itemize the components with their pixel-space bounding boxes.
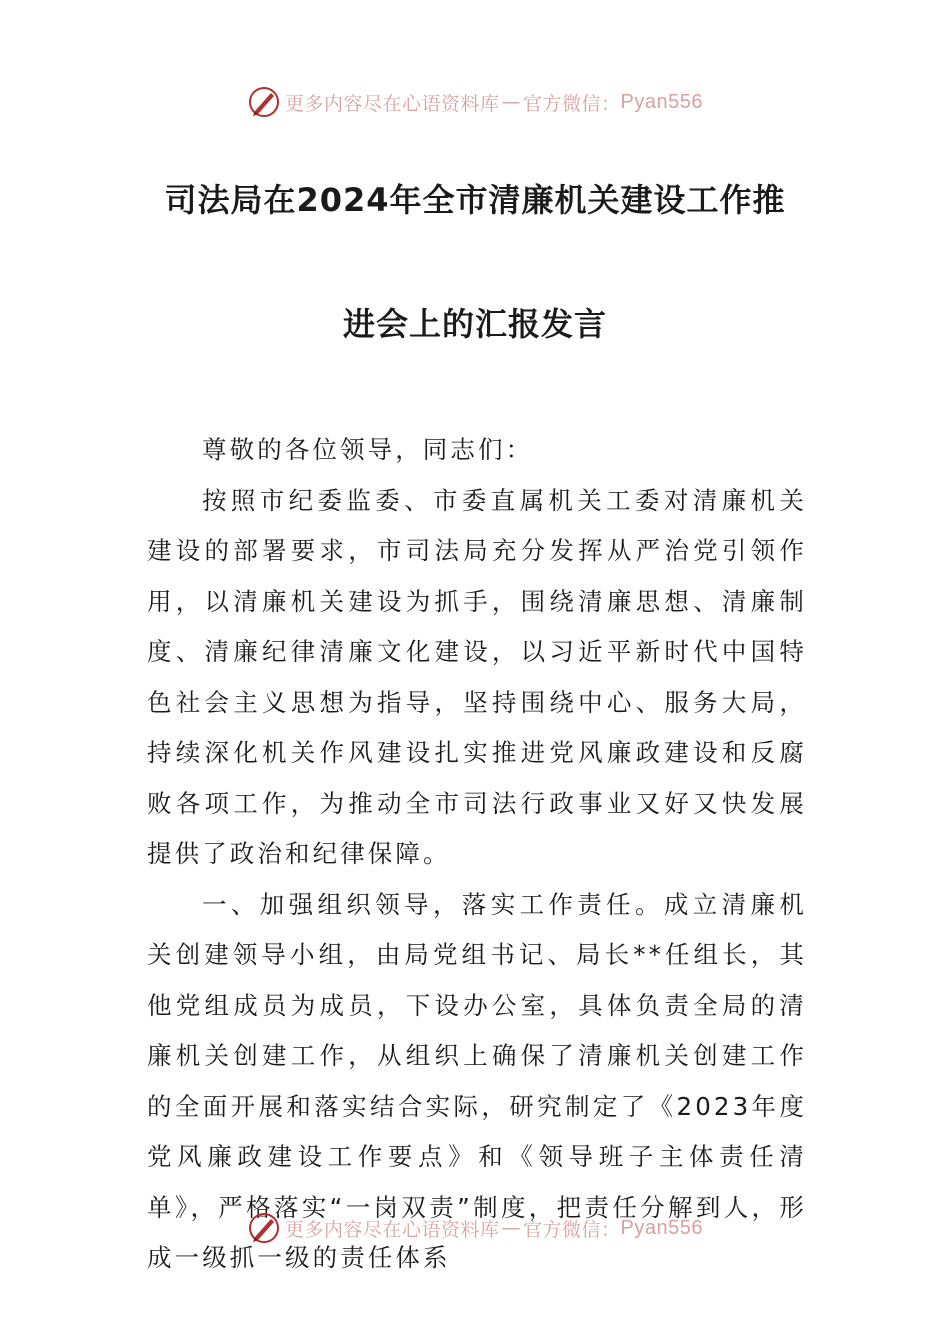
watermark-header: [0, 82, 950, 122]
document-body: [147, 425, 807, 1284]
watermark-text: 更多内容尽在心语资料库: [285, 1218, 500, 1241]
watermark-wechat-id: Pyan556: [620, 1216, 703, 1239]
document-title-line1: 司法局在2024年全市清廉机关建设工作推: [164, 181, 786, 219]
paragraph-2: 一、加强组织领导，落实工作责任。成立清廉机关创建领导小组，由局党组书记、局长**任组长，其他党组成员为成员，下设办公室，具体负责全局的清廉机关创建工作，从组织上确保了清廉机关创建工作的全面开展和落实结合实际，研究制定了《2023年度党风廉政建设工作要点》和《领导班子主体责任清单》，严格落实“一岗双责”制度，把责任分解到人，形成一级抓一级的责任体系: [147, 889, 807, 1272]
pen-logo-icon: [247, 85, 281, 119]
salutation: 尊敬的各位领导，同志们：: [202, 435, 534, 464]
watermark-separator: —: [501, 1217, 522, 1239]
watermark-separator: —: [501, 91, 522, 113]
watermark-wechat-id: Pyan556: [620, 90, 703, 113]
document-title-line2: 进会上的汇报发言: [342, 305, 607, 343]
paragraph-1: 按照市纪委监委、市委直属机关工委对清廉机关建设的部署要求，市司法局充分发挥从严治党引领作用，以清廉机关建设为抓手，围绕清廉思想、清廉制度、清廉纪律清廉文化建设，以习近平新时代中国特色社会主义思想为指导，坚持围绕中心、服务大局，持续深化机关作风建设扎实推进党风廉政建设和反腐败各项工作，为推动全市司法行政事业又好又快发展提供了政治和纪律保障。: [147, 485, 807, 868]
watermark-text: 更多内容尽在心语资料库: [285, 92, 500, 115]
pen-logo-icon: [247, 1211, 281, 1245]
watermark-footer: [0, 1208, 950, 1248]
watermark-label: 官方微信：: [523, 1218, 621, 1241]
watermark-label: 官方微信：: [523, 92, 621, 115]
